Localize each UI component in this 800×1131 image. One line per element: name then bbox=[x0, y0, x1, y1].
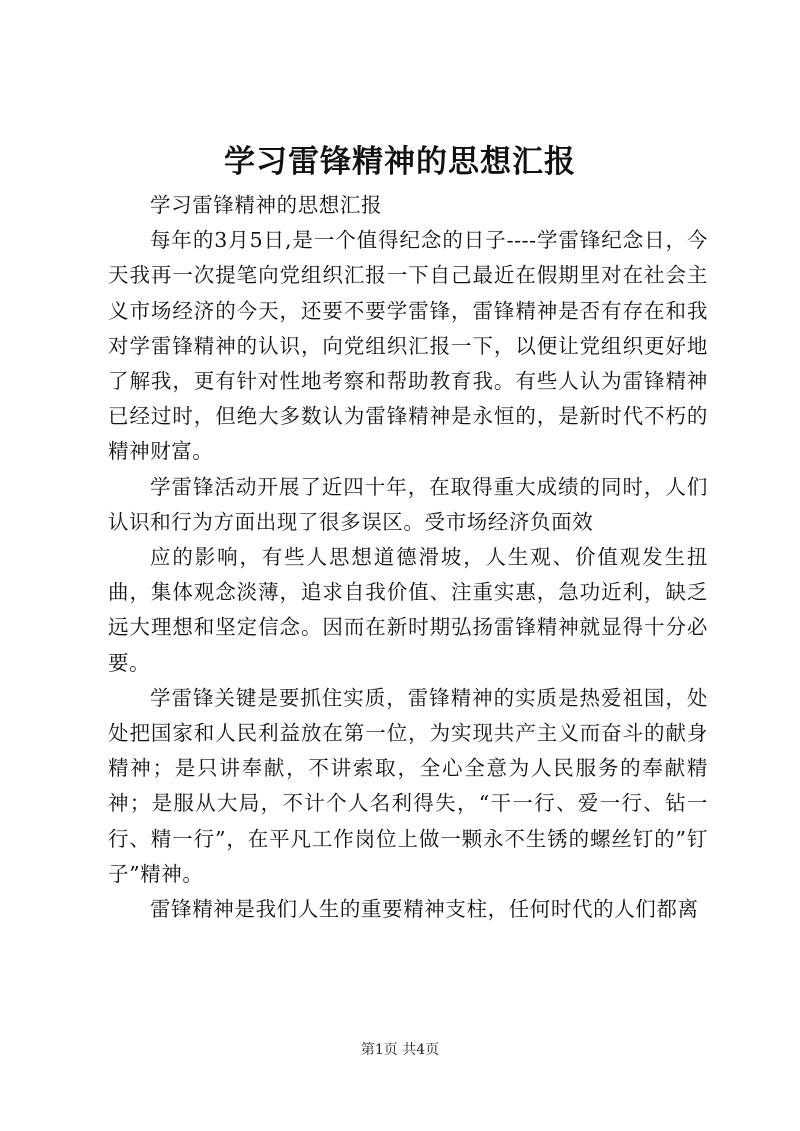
paragraph-3: 应的影响，有些人思想道德滑坡，人生观、价值观发生扭曲，集体观念淡薄，追求自我价值、注重实惠，急功近利，缺乏远大理想和坚定信念。因而在新时期弘扬雷锋精神就显得十分必要。 bbox=[108, 545, 708, 675]
paragraph-subtitle: 学习雷锋精神的思想汇报 bbox=[150, 193, 383, 217]
paragraph-1: 每年的3月5日,是一个值得纪念的日子----学雷锋纪念日，今天我再一次提笔向党组织汇报一下自己最近在假期里对在社会主义市场经济的今天，还要不要学雷锋，雷锋精神是否有存在和我对学雷锋精神的认识，向党组织汇报一下，以便让党组织更好地了解我，更有针对性地考察和帮助教育我。有些人认为雷锋精神已经过时，但绝大多数认为雷锋精神是永恒的，是新时代不朽的精神财富。 bbox=[108, 228, 708, 464]
paragraph-2: 学雷锋活动开展了近四十年，在取得重大成绩的同时，人们认识和行为方面出现了很多误区。受市场经济负面效 bbox=[108, 474, 708, 534]
document-title: 学习雷锋精神的思想汇报 bbox=[224, 144, 576, 180]
document-body bbox=[108, 188, 708, 927]
page-number-footer: 第1页 共4页 bbox=[360, 1042, 440, 1058]
paragraph-4: 学雷锋关键是要抓住实质，雷锋精神的实质是热爱祖国，处处把国家和人民利益放在第一位，为实现共产主义而奋斗的献身精神；是只讲奉献，不讲索取，全心全意为人民服务的奉献精神；是服从大局，不计个人名利得失，“干一行、爱一行、钻一行、精一行”，在平凡工作岗位上做一颗永不生锈的螺丝钉的”钉子”精神。 bbox=[108, 685, 708, 886]
paragraph-5: 雷锋精神是我们人生的重要精神支柱，任何时代的人们都离 bbox=[150, 897, 699, 922]
